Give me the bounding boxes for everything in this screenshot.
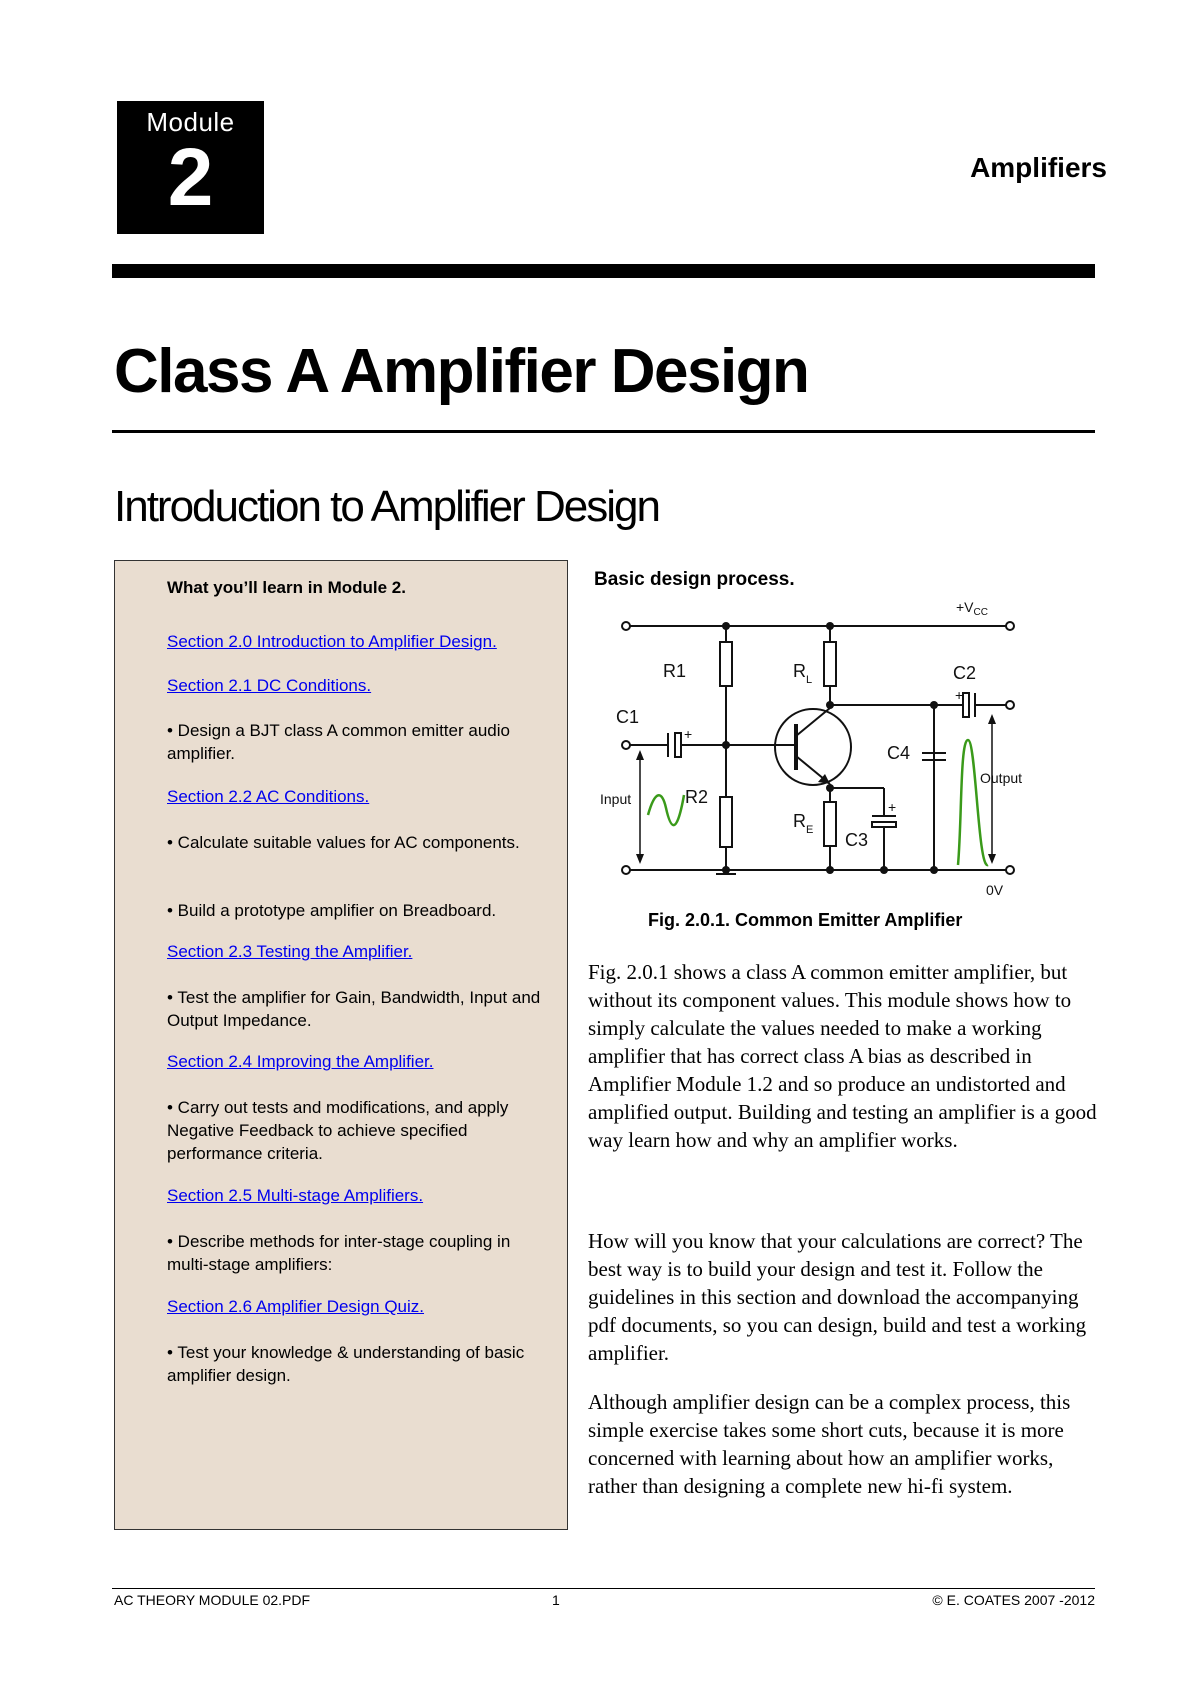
label-c1: C1 xyxy=(616,707,640,727)
body-paragraph: Fig. 2.0.1 shows a class A common emitter amplifier, but without its component values. This module shows how to simply calculate the values needed to make a working amplifier that has correct class A bias as described in Amplifier Module 1.2 and so produce an undistorted and amplified output. Building and testing an amplifier is a good way learn how and why an amplifier works. xyxy=(588,960,1097,1152)
link-section-2-6[interactable]: Section 2.6 Amplifier Design Quiz. xyxy=(167,1297,425,1316)
module-word: Module xyxy=(146,107,235,137)
objective-text: • Calculate suitable values for AC components. xyxy=(167,833,520,852)
design-process-heading: Basic design process. xyxy=(594,569,795,590)
label-c4: C4 xyxy=(887,743,911,763)
body-paragraph: How will you know that your calculations are correct? The best way is to build your design and test it. Follow the guidelines in this section and download the accompanying pdf documents, so you can design, build and test a working amplifier. xyxy=(588,1229,1087,1365)
body-paragraph: Although amplifier design can be a complex process, this simple exercise takes some short cuts, because it is more concerned with learning about how an amplifier works, rather than designing a complete new hi-fi system. xyxy=(588,1390,1071,1498)
footer-rule xyxy=(112,1588,1095,1589)
objective-text: • Test the amplifier for Gain, Bandwidth, Input and Output Impedance. xyxy=(167,988,541,1030)
objective-text: • Carry out tests and modifications, and apply Negative Feedback to achieve specified performance criteria. xyxy=(167,1098,509,1163)
sidebar-heading: What you’ll learn in Module 2. xyxy=(167,578,406,597)
objective-text: • Test your knowledge & understanding of basic amplifier design. xyxy=(167,1343,525,1385)
footer-page-number: 1 xyxy=(552,1592,560,1608)
learning-objectives-box xyxy=(114,560,568,1530)
output-waveform xyxy=(958,740,988,865)
plus-c1: + xyxy=(684,726,693,742)
label-input: Input xyxy=(600,791,632,807)
label-vcc: $+V_{CC}$ xyxy=(956,599,988,618)
plus-c2: + xyxy=(955,687,964,703)
page-title: Class A Amplifier Design xyxy=(114,337,809,406)
header-section-title: Amplifiers xyxy=(970,152,1107,183)
link-section-2-3[interactable]: Section 2.3 Testing the Amplifier. xyxy=(167,942,413,961)
plus-c3: + xyxy=(888,799,897,815)
label-c2: C2 xyxy=(953,663,977,683)
label-r2: R2 xyxy=(685,787,709,807)
link-section-2-1[interactable]: Section 2.1 DC Conditions. xyxy=(167,676,372,695)
link-section-2-0[interactable]: Section 2.0 Introduction to Amplifier Design. xyxy=(167,632,497,651)
section-subtitle: Introduction to Amplifier Design xyxy=(114,482,659,531)
footer-copyright: © E. COATES 2007 -2012 xyxy=(932,1592,1095,1608)
objective-text: • Describe methods for inter-stage coupling in multi-stage amplifiers: xyxy=(167,1232,511,1274)
label-0v: 0V xyxy=(986,882,1004,898)
label-output: Output xyxy=(980,770,1023,786)
header-rule xyxy=(112,264,1095,278)
module-badge xyxy=(117,101,264,234)
link-section-2-4[interactable]: Section 2.4 Improving the Amplifier. xyxy=(167,1052,434,1071)
common-emitter-circuit-diagram xyxy=(600,590,1040,900)
link-section-2-2[interactable]: Section 2.2 AC Conditions. xyxy=(167,787,370,806)
title-rule xyxy=(112,430,1095,433)
figure-caption: Fig. 2.0.1. Common Emitter Amplifier xyxy=(648,910,963,930)
label-r1: R1 xyxy=(663,661,687,681)
objective-text: • Build a prototype amplifier on Breadboard. xyxy=(167,901,497,920)
label-c3: C3 xyxy=(845,830,869,850)
module-number: 2 xyxy=(167,132,214,223)
link-section-2-5[interactable]: Section 2.5 Multi-stage Amplifiers. xyxy=(167,1186,424,1205)
label-re: $R_E$ xyxy=(793,811,814,836)
input-waveform xyxy=(648,795,684,825)
label-rl: $R_L$ xyxy=(793,661,813,686)
footer-filename: AC THEORY MODULE 02.PDF xyxy=(114,1592,311,1608)
objective-text: • Design a BJT class A common emitter audio amplifier. xyxy=(167,721,510,763)
